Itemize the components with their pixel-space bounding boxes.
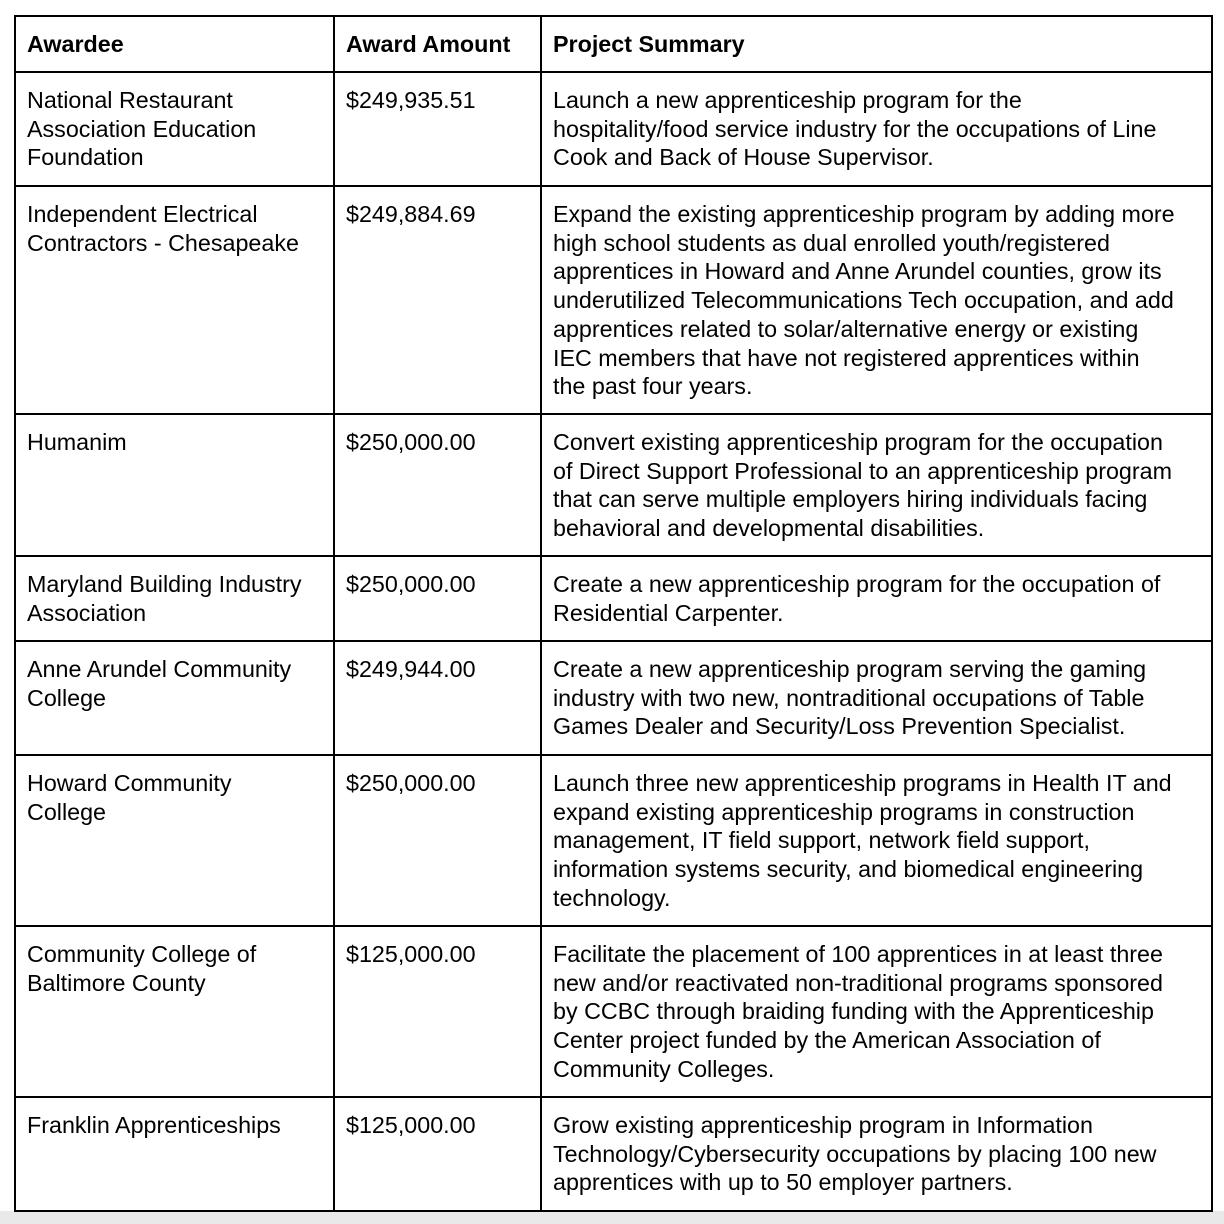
- summary-line: information systems security, and biomedical engineering: [553, 856, 1144, 883]
- awardee-cell: [15, 926, 334, 1097]
- summary-line: Expand the existing apprenticeship program by adding more: [553, 201, 1175, 227]
- summary-line: Launch a new apprenticeship program for the: [553, 87, 1022, 113]
- summary-line: apprentices with up to 50 employer partners.: [553, 1169, 1013, 1196]
- page-bottom-edge: [0, 1211, 1224, 1224]
- awardee-line: College: [27, 684, 107, 711]
- summary-line: of Direct Support Professional to an apprenticeship program: [553, 457, 1172, 484]
- awardee-cell: [15, 641, 334, 755]
- award-amount-cell: $250,000.00: [334, 414, 541, 556]
- award-amount-cell: $250,000.00: [334, 755, 541, 926]
- award-amount-cell: $249,884.69: [334, 186, 541, 414]
- summary-line: IEC members that have not registered apprentices within: [553, 344, 1140, 371]
- summary-line: Convert existing apprenticeship program for the occupation: [553, 429, 1163, 455]
- header-award-amount: Award Amount: [334, 16, 541, 72]
- summary-line: expand existing apprenticeship programs in construction: [553, 798, 1135, 825]
- summary-line: Center project funded by the American Association of: [553, 1027, 1101, 1054]
- project-summary-cell: [541, 926, 1212, 1097]
- award-amount-cell: $249,944.00: [334, 641, 541, 755]
- summary-line: behavioral and developmental disabilities.: [553, 515, 985, 542]
- award-amount-cell: $250,000.00: [334, 556, 541, 641]
- project-summary-cell: [541, 556, 1212, 641]
- project-summary-cell: [541, 755, 1212, 926]
- awardee-line: Maryland Building Industry: [27, 571, 302, 597]
- awardee-line: National Restaurant: [27, 87, 233, 113]
- awardee-line: Association Education: [27, 115, 257, 142]
- summary-line: Cook and Back of House Supervisor.: [553, 144, 934, 171]
- table-row: [15, 755, 1212, 926]
- summary-line: technology.: [553, 884, 671, 911]
- awardee-line: Humanim: [27, 429, 127, 455]
- table-row: [15, 556, 1212, 641]
- project-summary-cell: [541, 641, 1212, 755]
- summary-line: Technology/Cybersecurity occupations by placing 100 new: [553, 1140, 1157, 1167]
- awardee-line: Independent Electrical: [27, 201, 258, 227]
- summary-line: Residential Carpenter.: [553, 599, 784, 626]
- awardee-line: Baltimore County: [27, 969, 206, 996]
- awards-table: [14, 15, 1213, 1212]
- summary-line: the past four years.: [553, 373, 753, 400]
- table-row: [15, 641, 1212, 755]
- project-summary-cell: [541, 72, 1212, 186]
- awardee-line: College: [27, 798, 107, 825]
- award-amount-cell: $125,000.00: [334, 926, 541, 1097]
- awardee-cell: [15, 755, 334, 926]
- summary-line: hospitality/food service industry for the occupations of Line: [553, 115, 1157, 142]
- summary-line: by CCBC through braiding funding with the Apprenticeship: [553, 998, 1154, 1025]
- summary-line: new and/or reactivated non-traditional programs sponsored: [553, 969, 1163, 996]
- summary-line: underutilized Telecommunications Tech occupation, and add: [553, 287, 1174, 314]
- header-awardee: Awardee: [15, 16, 334, 72]
- table-row: [15, 926, 1212, 1097]
- summary-line: Grow existing apprenticeship program in Information: [553, 1112, 1093, 1138]
- table-row: [15, 186, 1212, 414]
- award-amount-cell: $125,000.00: [334, 1097, 541, 1211]
- summary-line: industry with two new, nontraditional occupations of Table: [553, 684, 1145, 711]
- awardee-line: Franklin Apprenticeships: [27, 1112, 281, 1138]
- summary-line: Create a new apprenticeship program serving the gaming: [553, 656, 1147, 682]
- awardee-line: Foundation: [27, 144, 144, 171]
- awardee-line: Community College of: [27, 941, 257, 967]
- summary-line: management, IT field support, network field support,: [553, 827, 1090, 854]
- awardee-cell: [15, 72, 334, 186]
- awardee-cell: [15, 556, 334, 641]
- project-summary-cell: [541, 186, 1212, 414]
- award-amount-cell: $249,935.51: [334, 72, 541, 186]
- summary-line: Games Dealer and Security/Loss Prevention Specialist.: [553, 713, 1126, 740]
- summary-line: that can serve multiple employers hiring individuals facing: [553, 486, 1148, 513]
- awardee-line: Anne Arundel Community: [27, 656, 292, 682]
- awardee-cell: [15, 186, 334, 414]
- awardee-cell: [15, 1097, 334, 1211]
- awardee-line: Howard Community: [27, 770, 232, 796]
- awardee-line: Contractors - Chesapeake: [27, 229, 299, 256]
- summary-line: Facilitate the placement of 100 apprentices in at least three: [553, 941, 1163, 967]
- summary-line: Community Colleges.: [553, 1055, 775, 1082]
- summary-line: high school students as dual enrolled youth/registered: [553, 229, 1110, 256]
- summary-line: Launch three new apprenticeship programs in Health IT and: [553, 770, 1172, 796]
- table-row: [15, 72, 1212, 186]
- table-row: [15, 414, 1212, 556]
- header-project-summary: Project Summary: [541, 16, 1212, 72]
- summary-line: apprentices in Howard and Anne Arundel counties, grow its: [553, 258, 1162, 285]
- header-row: [15, 16, 1212, 72]
- awardee-cell: [15, 414, 334, 556]
- project-summary-cell: [541, 1097, 1212, 1211]
- awardee-line: Association: [27, 599, 147, 626]
- summary-line: apprentices related to solar/alternative energy or existing: [553, 315, 1139, 342]
- summary-line: Create a new apprenticeship program for the occupation of: [553, 571, 1161, 597]
- project-summary-cell: [541, 414, 1212, 556]
- table-row: [15, 1097, 1212, 1211]
